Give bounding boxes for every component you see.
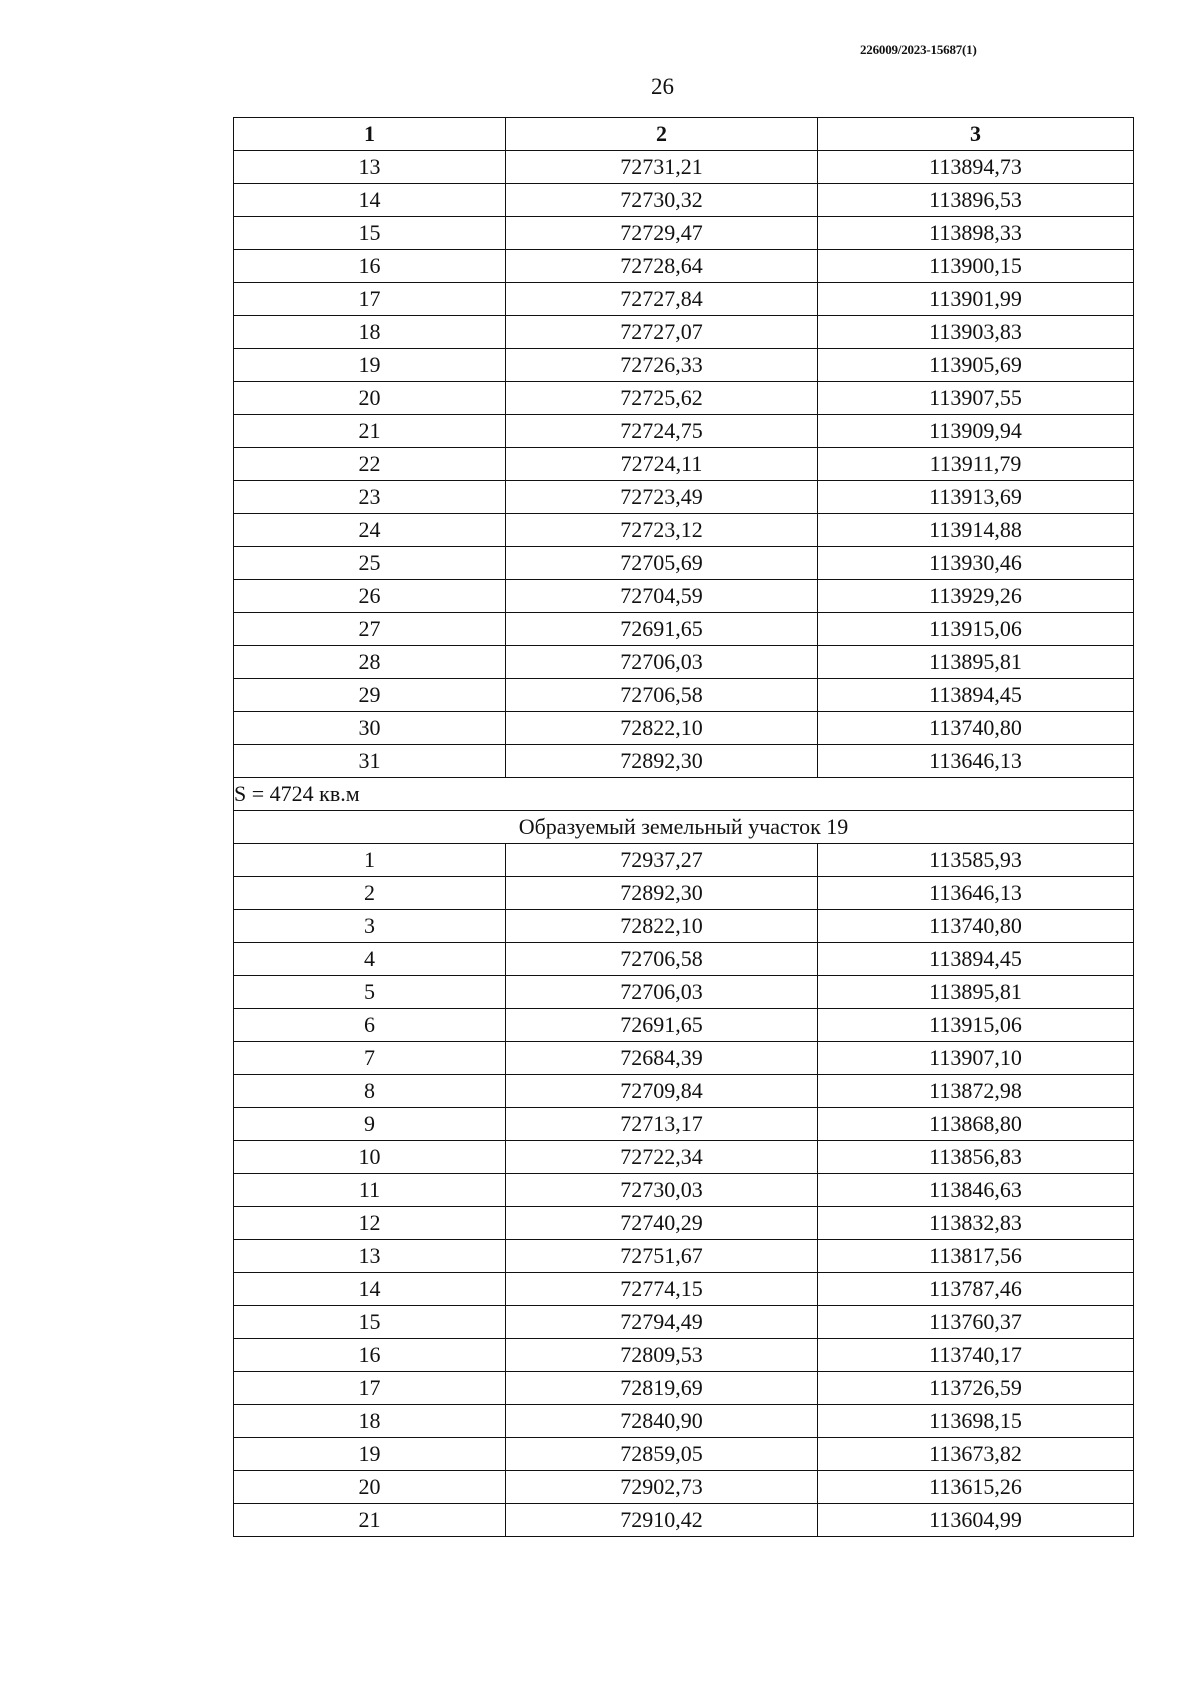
table-row bbox=[234, 1075, 1134, 1108]
y-coordinate-cell: 113915,06 bbox=[818, 1009, 1134, 1042]
area-row bbox=[234, 778, 1134, 811]
point-number-cell: 8 bbox=[234, 1075, 506, 1108]
x-coordinate-cell: 72726,33 bbox=[506, 349, 818, 382]
x-coordinate-cell: 72724,11 bbox=[506, 448, 818, 481]
x-coordinate-cell: 72892,30 bbox=[506, 877, 818, 910]
table-row bbox=[234, 1009, 1134, 1042]
y-coordinate-cell: 113901,99 bbox=[818, 283, 1134, 316]
table-row bbox=[234, 580, 1134, 613]
point-number-cell: 16 bbox=[234, 1339, 506, 1372]
table-row bbox=[234, 613, 1134, 646]
x-coordinate-cell: 72731,21 bbox=[506, 151, 818, 184]
x-coordinate-cell: 72728,64 bbox=[506, 250, 818, 283]
y-coordinate-cell: 113872,98 bbox=[818, 1075, 1134, 1108]
y-coordinate-cell: 113900,15 bbox=[818, 250, 1134, 283]
y-coordinate-cell: 113896,53 bbox=[818, 184, 1134, 217]
y-coordinate-cell: 113832,83 bbox=[818, 1207, 1134, 1240]
point-number-cell: 20 bbox=[234, 1471, 506, 1504]
table-row bbox=[234, 547, 1134, 580]
y-coordinate-cell: 113903,83 bbox=[818, 316, 1134, 349]
document-id: 226009/2023-15687(1) bbox=[860, 42, 977, 57]
table-row bbox=[234, 1471, 1134, 1504]
x-coordinate-cell: 72706,58 bbox=[506, 943, 818, 976]
x-coordinate-cell: 72705,69 bbox=[506, 547, 818, 580]
x-coordinate-cell: 72840,90 bbox=[506, 1405, 818, 1438]
x-coordinate-cell: 72727,84 bbox=[506, 283, 818, 316]
y-coordinate-cell: 113909,94 bbox=[818, 415, 1134, 448]
point-number-cell: 23 bbox=[234, 481, 506, 514]
area-note: S = 4724 кв.м bbox=[234, 778, 1134, 811]
point-number-cell: 17 bbox=[234, 1372, 506, 1405]
y-coordinate-cell: 113698,15 bbox=[818, 1405, 1134, 1438]
point-number-cell: 21 bbox=[234, 1504, 506, 1537]
point-number-cell: 14 bbox=[234, 1273, 506, 1306]
table-area-body bbox=[234, 778, 1134, 844]
point-number-cell: 16 bbox=[234, 250, 506, 283]
table-row bbox=[234, 448, 1134, 481]
x-coordinate-cell: 72751,67 bbox=[506, 1240, 818, 1273]
x-coordinate-cell: 72730,32 bbox=[506, 184, 818, 217]
y-coordinate-cell: 113929,26 bbox=[818, 580, 1134, 613]
point-number-cell: 28 bbox=[234, 646, 506, 679]
table-row bbox=[234, 1372, 1134, 1405]
x-coordinate-cell: 72729,47 bbox=[506, 217, 818, 250]
y-coordinate-cell: 113726,59 bbox=[818, 1372, 1134, 1405]
column-header: 3 bbox=[818, 118, 1134, 151]
column-header: 2 bbox=[506, 118, 818, 151]
table-header-row bbox=[234, 118, 1134, 151]
table-row bbox=[234, 217, 1134, 250]
point-number-cell: 19 bbox=[234, 349, 506, 382]
point-number-cell: 29 bbox=[234, 679, 506, 712]
point-number-cell: 31 bbox=[234, 745, 506, 778]
table-row bbox=[234, 1504, 1134, 1537]
point-number-cell: 30 bbox=[234, 712, 506, 745]
y-coordinate-cell: 113615,26 bbox=[818, 1471, 1134, 1504]
table-row bbox=[234, 844, 1134, 877]
y-coordinate-cell: 113913,69 bbox=[818, 481, 1134, 514]
y-coordinate-cell: 113895,81 bbox=[818, 646, 1134, 679]
point-number-cell: 9 bbox=[234, 1108, 506, 1141]
x-coordinate-cell: 72910,42 bbox=[506, 1504, 818, 1537]
table-row bbox=[234, 943, 1134, 976]
point-number-cell: 17 bbox=[234, 283, 506, 316]
x-coordinate-cell: 72730,03 bbox=[506, 1174, 818, 1207]
y-coordinate-cell: 113907,10 bbox=[818, 1042, 1134, 1075]
table-row bbox=[234, 910, 1134, 943]
y-coordinate-cell: 113894,73 bbox=[818, 151, 1134, 184]
point-number-cell: 12 bbox=[234, 1207, 506, 1240]
y-coordinate-cell: 113585,93 bbox=[818, 844, 1134, 877]
point-number-cell: 26 bbox=[234, 580, 506, 613]
point-number-cell: 6 bbox=[234, 1009, 506, 1042]
x-coordinate-cell: 72740,29 bbox=[506, 1207, 818, 1240]
y-coordinate-cell: 113604,99 bbox=[818, 1504, 1134, 1537]
point-number-cell: 7 bbox=[234, 1042, 506, 1075]
table-row bbox=[234, 712, 1134, 745]
y-coordinate-cell: 113646,13 bbox=[818, 877, 1134, 910]
table-row bbox=[234, 283, 1134, 316]
point-number-cell: 13 bbox=[234, 151, 506, 184]
x-coordinate-cell: 72691,65 bbox=[506, 1009, 818, 1042]
y-coordinate-cell: 113787,46 bbox=[818, 1273, 1134, 1306]
table-row bbox=[234, 646, 1134, 679]
y-coordinate-cell: 113760,37 bbox=[818, 1306, 1134, 1339]
x-coordinate-cell: 72684,39 bbox=[506, 1042, 818, 1075]
y-coordinate-cell: 113817,56 bbox=[818, 1240, 1134, 1273]
x-coordinate-cell: 72704,59 bbox=[506, 580, 818, 613]
coordinates-table bbox=[233, 117, 1134, 1537]
y-coordinate-cell: 113868,80 bbox=[818, 1108, 1134, 1141]
x-coordinate-cell: 72713,17 bbox=[506, 1108, 818, 1141]
table-row bbox=[234, 745, 1134, 778]
point-number-cell: 24 bbox=[234, 514, 506, 547]
y-coordinate-cell: 113894,45 bbox=[818, 943, 1134, 976]
x-coordinate-cell: 72723,12 bbox=[506, 514, 818, 547]
section-row bbox=[234, 811, 1134, 844]
x-coordinate-cell: 72892,30 bbox=[506, 745, 818, 778]
table-row bbox=[234, 481, 1134, 514]
table-row bbox=[234, 382, 1134, 415]
x-coordinate-cell: 72725,62 bbox=[506, 382, 818, 415]
point-number-cell: 27 bbox=[234, 613, 506, 646]
table-row bbox=[234, 679, 1134, 712]
y-coordinate-cell: 113905,69 bbox=[818, 349, 1134, 382]
table-row bbox=[234, 184, 1134, 217]
point-number-cell: 1 bbox=[234, 844, 506, 877]
table-row bbox=[234, 415, 1134, 448]
x-coordinate-cell: 72859,05 bbox=[506, 1438, 818, 1471]
table-row bbox=[234, 514, 1134, 547]
table-row bbox=[234, 349, 1134, 382]
table-body-part2 bbox=[234, 844, 1134, 1537]
point-number-cell: 15 bbox=[234, 217, 506, 250]
x-coordinate-cell: 72822,10 bbox=[506, 712, 818, 745]
table-row bbox=[234, 877, 1134, 910]
point-number-cell: 18 bbox=[234, 1405, 506, 1438]
table-row bbox=[234, 1405, 1134, 1438]
y-coordinate-cell: 113740,17 bbox=[818, 1339, 1134, 1372]
point-number-cell: 15 bbox=[234, 1306, 506, 1339]
point-number-cell: 13 bbox=[234, 1240, 506, 1273]
point-number-cell: 5 bbox=[234, 976, 506, 1009]
table-row bbox=[234, 1108, 1134, 1141]
x-coordinate-cell: 72727,07 bbox=[506, 316, 818, 349]
point-number-cell: 2 bbox=[234, 877, 506, 910]
y-coordinate-cell: 113673,82 bbox=[818, 1438, 1134, 1471]
column-header: 1 bbox=[234, 118, 506, 151]
x-coordinate-cell: 72822,10 bbox=[506, 910, 818, 943]
y-coordinate-cell: 113914,88 bbox=[818, 514, 1134, 547]
table-row bbox=[234, 250, 1134, 283]
table-row bbox=[234, 316, 1134, 349]
table-row bbox=[234, 1273, 1134, 1306]
table-row bbox=[234, 1339, 1134, 1372]
point-number-cell: 10 bbox=[234, 1141, 506, 1174]
table-row bbox=[234, 1042, 1134, 1075]
point-number-cell: 18 bbox=[234, 316, 506, 349]
table-row bbox=[234, 1174, 1134, 1207]
x-coordinate-cell: 72706,03 bbox=[506, 646, 818, 679]
point-number-cell: 21 bbox=[234, 415, 506, 448]
x-coordinate-cell: 72902,73 bbox=[506, 1471, 818, 1504]
section-title: Образуемый земельный участок 19 bbox=[234, 811, 1134, 844]
x-coordinate-cell: 72937,27 bbox=[506, 844, 818, 877]
x-coordinate-cell: 72724,75 bbox=[506, 415, 818, 448]
x-coordinate-cell: 72691,65 bbox=[506, 613, 818, 646]
x-coordinate-cell: 72809,53 bbox=[506, 1339, 818, 1372]
y-coordinate-cell: 113646,13 bbox=[818, 745, 1134, 778]
y-coordinate-cell: 113907,55 bbox=[818, 382, 1134, 415]
point-number-cell: 14 bbox=[234, 184, 506, 217]
y-coordinate-cell: 113894,45 bbox=[818, 679, 1134, 712]
point-number-cell: 4 bbox=[234, 943, 506, 976]
table-row bbox=[234, 151, 1134, 184]
y-coordinate-cell: 113930,46 bbox=[818, 547, 1134, 580]
table-row bbox=[234, 1240, 1134, 1273]
x-coordinate-cell: 72706,58 bbox=[506, 679, 818, 712]
y-coordinate-cell: 113911,79 bbox=[818, 448, 1134, 481]
table-row bbox=[234, 1207, 1134, 1240]
point-number-cell: 19 bbox=[234, 1438, 506, 1471]
table-row bbox=[234, 1306, 1134, 1339]
y-coordinate-cell: 113740,80 bbox=[818, 910, 1134, 943]
table-row bbox=[234, 1438, 1134, 1471]
x-coordinate-cell: 72706,03 bbox=[506, 976, 818, 1009]
point-number-cell: 11 bbox=[234, 1174, 506, 1207]
y-coordinate-cell: 113895,81 bbox=[818, 976, 1134, 1009]
x-coordinate-cell: 72722,34 bbox=[506, 1141, 818, 1174]
point-number-cell: 22 bbox=[234, 448, 506, 481]
y-coordinate-cell: 113898,33 bbox=[818, 217, 1134, 250]
x-coordinate-cell: 72709,84 bbox=[506, 1075, 818, 1108]
y-coordinate-cell: 113856,83 bbox=[818, 1141, 1134, 1174]
x-coordinate-cell: 72774,15 bbox=[506, 1273, 818, 1306]
table-row bbox=[234, 1141, 1134, 1174]
point-number-cell: 25 bbox=[234, 547, 506, 580]
x-coordinate-cell: 72723,49 bbox=[506, 481, 818, 514]
x-coordinate-cell: 72819,69 bbox=[506, 1372, 818, 1405]
page-number: 26 bbox=[651, 74, 674, 99]
table-row bbox=[234, 976, 1134, 1009]
y-coordinate-cell: 113846,63 bbox=[818, 1174, 1134, 1207]
point-number-cell: 3 bbox=[234, 910, 506, 943]
table-body-part1 bbox=[234, 151, 1134, 778]
y-coordinate-cell: 113740,80 bbox=[818, 712, 1134, 745]
x-coordinate-cell: 72794,49 bbox=[506, 1306, 818, 1339]
point-number-cell: 20 bbox=[234, 382, 506, 415]
y-coordinate-cell: 113915,06 bbox=[818, 613, 1134, 646]
